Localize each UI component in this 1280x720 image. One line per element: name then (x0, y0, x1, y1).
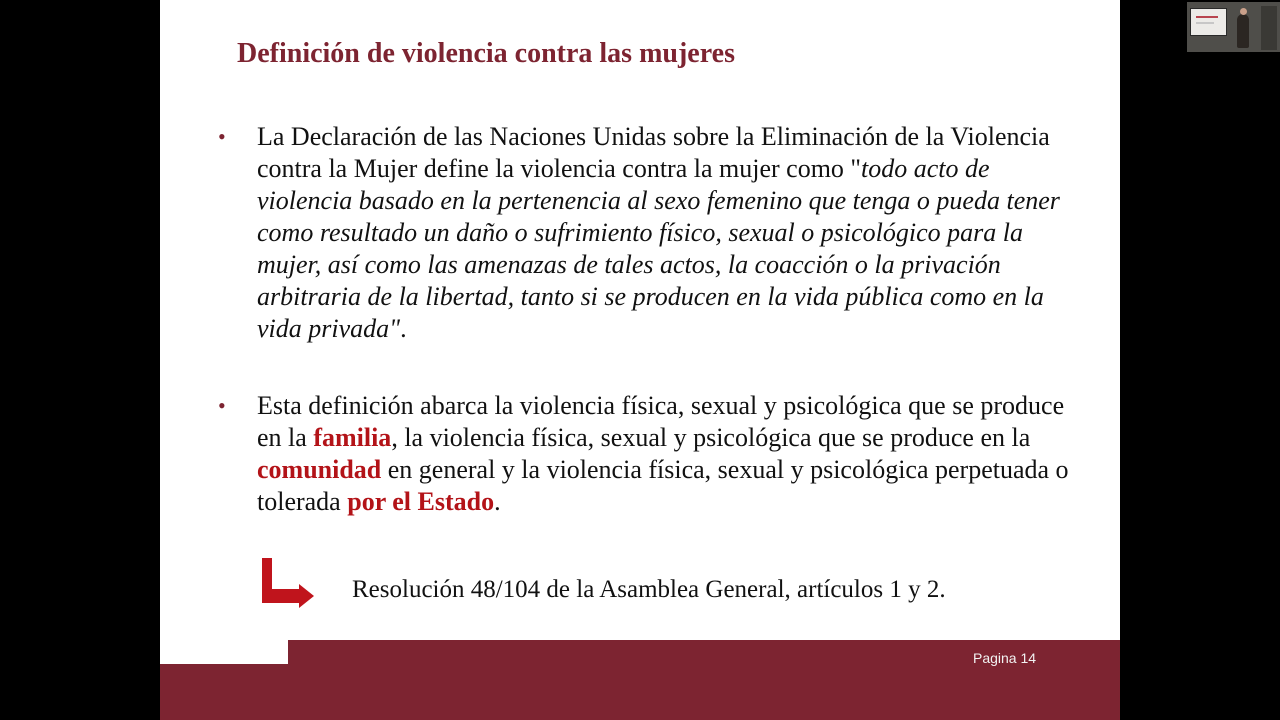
down-right-arrow-icon (259, 556, 317, 614)
highlight-estado: por el Estado (347, 487, 495, 516)
bullet-text-definition (257, 121, 1087, 345)
bullet-text-scope (257, 390, 1087, 518)
definition-end: . (400, 314, 407, 343)
bullet-icon: • (218, 393, 226, 418)
thumbnail-presenter (1237, 14, 1249, 48)
scope-part1: Esta definición abarca la violencia física, sexual y psicológica que se produce en la (257, 391, 1065, 452)
slide-title: Definición de violencia contra las mujeres (237, 38, 735, 69)
thumbnail-door (1261, 6, 1277, 50)
bullet-icon: • (218, 124, 226, 149)
scope-part2: , la violencia física, sexual y psicológica que se produce en la (391, 423, 1031, 452)
page-number: Pagina 14 (973, 650, 1037, 666)
definition-intro: La Declaración de las Naciones Unidas sobre la Eliminación de la Violencia contra la Mujer define la violencia contra la mujer como " (257, 122, 1050, 183)
resolution-citation: Resolución 48/104 de la Asamblea General, artículos 1 y 2. (352, 576, 946, 603)
thumbnail-screen (1190, 8, 1227, 36)
scope-part3: en general y la violencia física, sexual y psicológica perpetuada o tolerada (257, 455, 1069, 516)
definition-quote: todo acto de violencia basado en la pertenencia al sexo femenino que tenga o pueda tener como resultado un daño o sufrimiento físico, sexual o psicológico para la mujer, así como las amenazas de tales actos, la coacción o la privación arbitraria de la libertad, tanto si se producen en la vida pública como en la vida privada" (257, 154, 1060, 343)
highlight-comunidad: comunidad (257, 455, 382, 484)
footer-bar (160, 664, 1120, 720)
video-thumbnail[interactable] (1187, 2, 1280, 52)
scope-part4: . (494, 487, 501, 516)
presentation-slide (160, 0, 1120, 720)
highlight-familia: familia (313, 423, 392, 452)
